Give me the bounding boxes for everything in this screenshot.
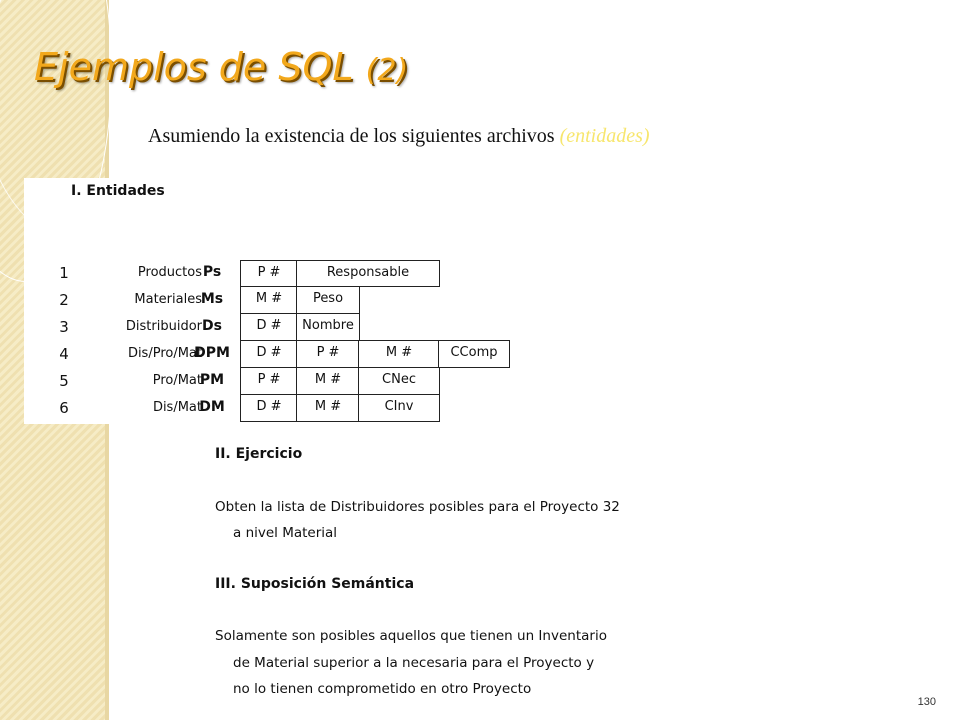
attribute-cell: Peso [296, 286, 360, 314]
attribute-cell: P # [240, 367, 298, 395]
entities-panel [24, 178, 524, 424]
attribute-cell: P # [296, 340, 360, 368]
row-number: 1 [59, 264, 69, 282]
section-heading-entities: I. Entidades [71, 183, 165, 199]
attribute-cell: D # [240, 313, 298, 341]
row-number: 6 [59, 399, 69, 417]
attribute-cell: M # [358, 340, 440, 368]
attribute-cell: CNec [358, 367, 440, 395]
attribute-cell: M # [296, 367, 360, 395]
semantic-text-line: no lo tienen comprometido en otro Proyecto [233, 681, 532, 697]
attribute-cell: M # [296, 394, 360, 422]
entity-abbr: PM [199, 372, 225, 388]
attribute-cell: M # [240, 286, 298, 314]
row-number: 2 [59, 291, 69, 309]
entity-name: Distribuidor [125, 319, 202, 334]
entity-name: Productos [137, 265, 202, 280]
slide-title [34, 45, 408, 89]
subtitle-highlight: (entidades) [559, 125, 650, 147]
subtitle-main: Asumiendo la existencia de los siguientes archivos [148, 125, 555, 147]
section-heading-exercise: II. Ejercicio [215, 446, 303, 462]
entity-abbr: Ms [200, 291, 224, 307]
entity-abbr: DPM [194, 345, 230, 361]
title-main: Ejemplos de SQL [34, 45, 354, 89]
attribute-cell: P # [240, 260, 298, 287]
attribute-cell: D # [240, 340, 298, 368]
attribute-cell: CComp [438, 340, 510, 368]
entity-abbr: DM [199, 399, 225, 415]
slide-subtitle [148, 125, 650, 148]
exercise-text-line: Obten la lista de Distribuidores posibles para el Proyecto 32 [215, 499, 620, 515]
page-number: 130 [917, 696, 936, 708]
exercise-panel [200, 424, 720, 714]
title-number: (2) [365, 53, 409, 88]
entity-name: Pro/Mat [152, 373, 202, 388]
attribute-cell: CInv [358, 394, 440, 422]
row-number: 4 [59, 345, 69, 363]
semantic-text-line: de Material superior a la necesaria para el Proyecto y [233, 655, 595, 671]
exercise-text-line: a nivel Material [233, 525, 338, 541]
row-number: 5 [59, 372, 69, 390]
entity-name: Dis/Pro/Mat [127, 346, 202, 361]
entity-abbr: Ps [202, 264, 222, 280]
attribute-cell: D # [240, 394, 298, 422]
section-heading-semantic: III. Suposición Semántica [215, 576, 415, 592]
attribute-cell: Nombre [296, 313, 360, 341]
entity-name: Materiales [134, 292, 202, 307]
entity-abbr: Ds [202, 318, 222, 334]
entity-name: Dis/Mat [152, 400, 202, 415]
attribute-cell: Responsable [296, 260, 440, 287]
row-number: 3 [59, 318, 69, 336]
semantic-text-line: Solamente son posibles aquellos que tienen un Inventario [215, 628, 607, 644]
